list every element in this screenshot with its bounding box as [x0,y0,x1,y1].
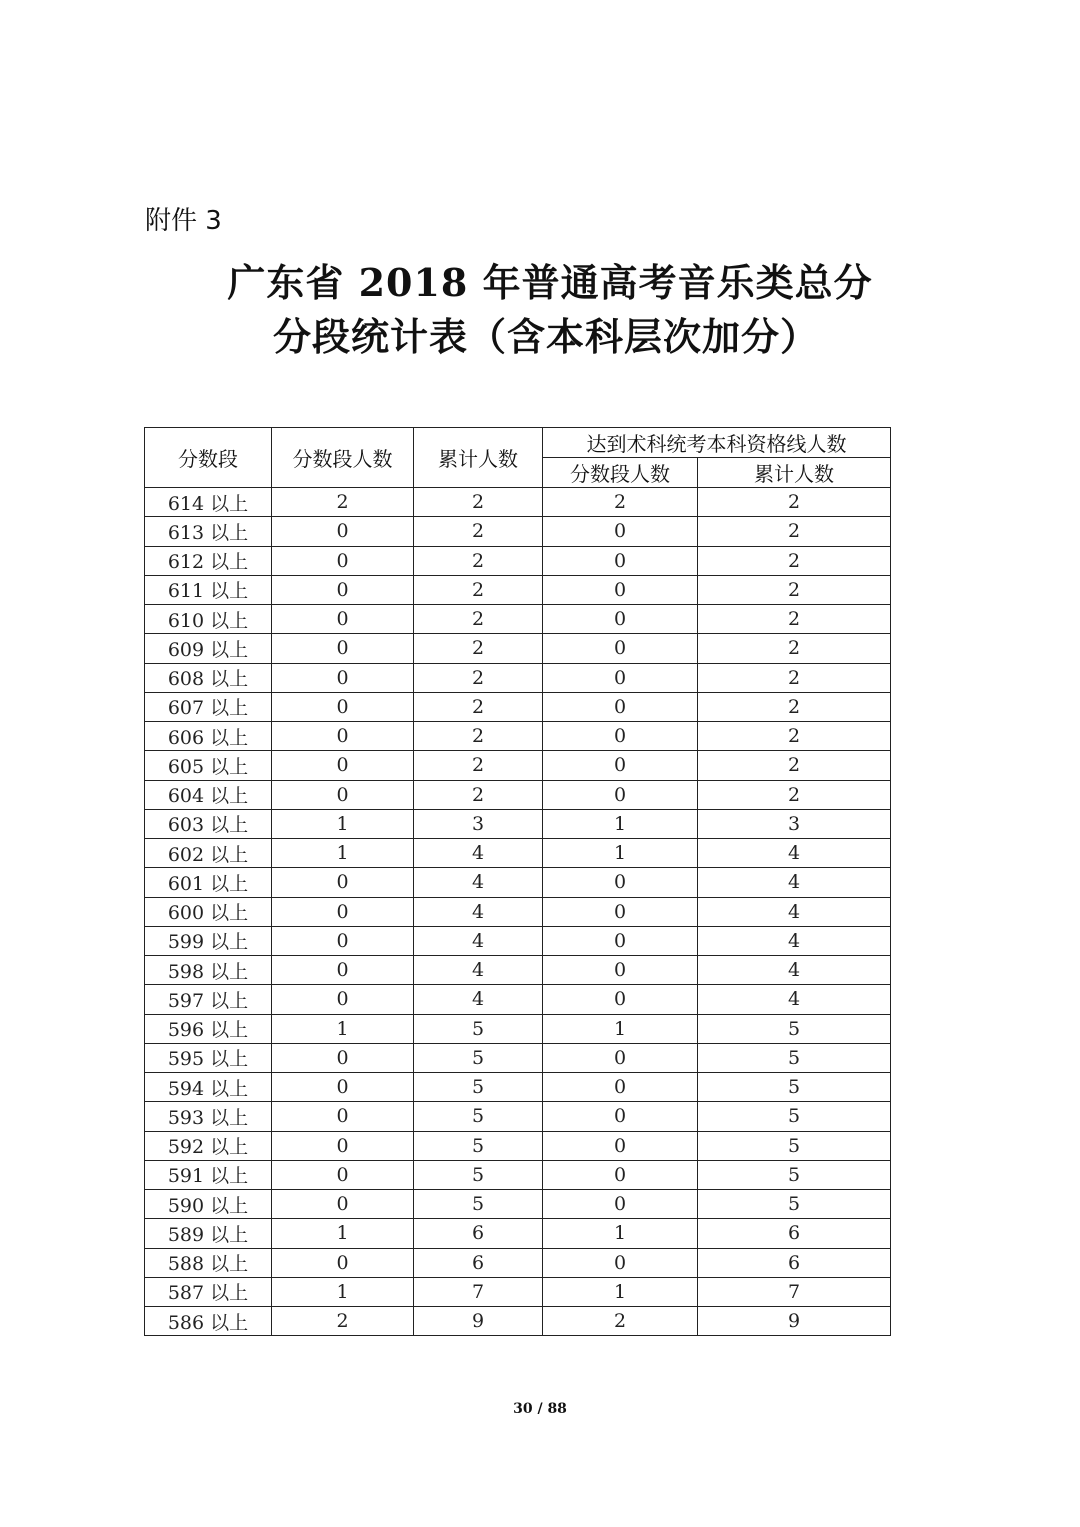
qualified-cumulative-cell: 2 [698,575,891,604]
qualified-cumulative-cell: 5 [698,1131,891,1160]
score-segment-cell: 609 以上 [145,634,272,663]
table-row [145,1043,891,1072]
cumulative-count-cell: 7 [414,1277,543,1306]
score-segment-cell: 587 以上 [145,1277,272,1306]
segment-count-cell: 1 [272,839,414,868]
qualified-cumulative-cell: 2 [698,663,891,692]
table-row [145,926,891,955]
qualified-segment-count-cell: 0 [543,780,698,809]
segment-count-cell: 0 [272,722,414,751]
cumulative-count-cell: 4 [414,985,543,1014]
qualified-cumulative-cell: 5 [698,1014,891,1043]
score-segment-cell: 605 以上 [145,751,272,780]
table-row [145,1073,891,1102]
table-row [145,1014,891,1043]
qualified-cumulative-cell: 5 [698,1102,891,1131]
segment-count-cell: 1 [272,809,414,838]
qualified-cumulative-cell: 2 [698,634,891,663]
score-segment-cell: 613 以上 [145,517,272,546]
table-row [145,1248,891,1277]
qualified-segment-count-cell: 0 [543,897,698,926]
qualified-cumulative-cell: 4 [698,926,891,955]
segment-count-cell: 0 [272,1190,414,1219]
segment-count-cell: 0 [272,575,414,604]
qualified-segment-count-cell: 0 [543,1102,698,1131]
cumulative-count-cell: 6 [414,1248,543,1277]
segment-count-cell: 1 [272,1219,414,1248]
segment-count-cell: 0 [272,605,414,634]
table-row [145,575,891,604]
score-segment-cell: 607 以上 [145,692,272,721]
score-segment-cell: 594 以上 [145,1073,272,1102]
cumulative-count-cell: 2 [414,780,543,809]
qualified-segment-count-cell: 0 [543,926,698,955]
cumulative-count-cell: 2 [414,546,543,575]
qualified-cumulative-cell: 2 [698,722,891,751]
cumulative-count-cell: 9 [414,1307,543,1336]
segment-count-cell: 0 [272,663,414,692]
score-segment-cell: 610 以上 [145,605,272,634]
score-segment-cell: 614 以上 [145,488,272,517]
qualified-cumulative-cell: 4 [698,839,891,868]
qualified-cumulative-cell: 2 [698,546,891,575]
cumulative-count-cell: 2 [414,692,543,721]
qualified-segment-count-cell: 0 [543,956,698,985]
table-row [145,1277,891,1306]
score-segment-cell: 597 以上 [145,985,272,1014]
segment-count-cell: 0 [272,1043,414,1072]
table-row [145,1102,891,1131]
cumulative-count-cell: 5 [414,1131,543,1160]
cumulative-count-cell: 2 [414,517,543,546]
qualified-cumulative-cell: 2 [698,517,891,546]
qualified-cumulative-cell: 2 [698,780,891,809]
document-title-line-2: 分段统计表（含本科层次加分） [272,314,819,359]
cumulative-count-cell: 2 [414,634,543,663]
score-segment-cell: 589 以上 [145,1219,272,1248]
score-segment-cell: 600 以上 [145,897,272,926]
cumulative-count-cell: 3 [414,809,543,838]
qualified-segment-count-cell: 0 [543,517,698,546]
table-row [145,985,891,1014]
segment-count-cell: 0 [272,956,414,985]
cumulative-count-cell: 5 [414,1043,543,1072]
page-number-footer [0,1401,1080,1417]
header-cumulative: 累计人数 [414,428,543,488]
segment-count-cell: 2 [272,488,414,517]
header-qualified-segment-count: 分数段人数 [543,458,698,488]
cumulative-count-cell: 5 [414,1102,543,1131]
score-segment-cell: 608 以上 [145,663,272,692]
table-row [145,1131,891,1160]
segment-count-cell: 0 [272,897,414,926]
qualified-segment-count-cell: 1 [543,1014,698,1043]
header-segment: 分数段 [145,428,272,488]
qualified-segment-count-cell: 1 [543,809,698,838]
qualified-segment-count-cell: 0 [543,575,698,604]
qualified-segment-count-cell: 0 [543,1160,698,1189]
score-segment-cell: 591 以上 [145,1160,272,1189]
qualified-cumulative-cell: 3 [698,809,891,838]
cumulative-count-cell: 4 [414,868,543,897]
table-body [145,488,891,1336]
segment-count-cell: 0 [272,634,414,663]
qualified-cumulative-cell: 9 [698,1307,891,1336]
segment-count-cell: 0 [272,546,414,575]
score-distribution-table [144,427,891,1336]
qualified-segment-count-cell: 1 [543,1277,698,1306]
table-row [145,692,891,721]
qualified-segment-count-cell: 1 [543,1219,698,1248]
qualified-segment-count-cell: 0 [543,692,698,721]
qualified-segment-count-cell: 1 [543,839,698,868]
segment-count-cell: 0 [272,1073,414,1102]
score-segment-cell: 588 以上 [145,1248,272,1277]
score-segment-cell: 611 以上 [145,575,272,604]
qualified-cumulative-cell: 2 [698,751,891,780]
qualified-segment-count-cell: 2 [543,488,698,517]
cumulative-count-cell: 2 [414,722,543,751]
table-row [145,751,891,780]
qualified-cumulative-cell: 7 [698,1277,891,1306]
qualified-segment-count-cell: 0 [543,751,698,780]
table-row [145,1190,891,1219]
qualified-cumulative-cell: 6 [698,1248,891,1277]
table-row [145,956,891,985]
table-row [145,722,891,751]
segment-count-cell: 0 [272,751,414,780]
header-qualified-cumulative: 累计人数 [698,458,891,488]
score-segment-cell: 586 以上 [145,1307,272,1336]
segment-count-cell: 0 [272,868,414,897]
score-segment-cell: 604 以上 [145,780,272,809]
qualified-segment-count-cell: 0 [543,546,698,575]
segment-count-cell: 0 [272,692,414,721]
cumulative-count-cell: 5 [414,1014,543,1043]
qualified-segment-count-cell: 0 [543,663,698,692]
score-segment-cell: 612 以上 [145,546,272,575]
cumulative-count-cell: 2 [414,605,543,634]
cumulative-count-cell: 4 [414,897,543,926]
document-title-line-1: 广东省 2018 年普通高考音乐类总分 [227,260,873,305]
table-row [145,517,891,546]
cumulative-count-cell: 5 [414,1160,543,1189]
cumulative-count-cell: 6 [414,1219,543,1248]
score-segment-cell: 599 以上 [145,926,272,955]
header-qualified-group: 达到术科统考本科资格线人数 [543,428,891,458]
qualified-segment-count-cell: 0 [543,1131,698,1160]
qualified-segment-count-cell: 0 [543,605,698,634]
table-row [145,546,891,575]
table-row [145,605,891,634]
table-row [145,780,891,809]
table-row [145,839,891,868]
qualified-cumulative-cell: 2 [698,605,891,634]
qualified-cumulative-cell: 5 [698,1043,891,1072]
score-segment-cell: 590 以上 [145,1190,272,1219]
cumulative-count-cell: 2 [414,488,543,517]
score-segment-cell: 602 以上 [145,839,272,868]
qualified-cumulative-cell: 4 [698,985,891,1014]
table-row [145,663,891,692]
total-page-count: 88 [547,1401,567,1417]
cumulative-count-cell: 2 [414,575,543,604]
segment-count-cell: 0 [272,517,414,546]
qualified-cumulative-cell: 4 [698,956,891,985]
score-segment-cell: 601 以上 [145,868,272,897]
cumulative-count-cell: 4 [414,926,543,955]
score-segment-cell: 593 以上 [145,1102,272,1131]
page-separator: / [537,1401,543,1417]
segment-count-cell: 1 [272,1014,414,1043]
header-segment-count: 分数段人数 [272,428,414,488]
attachment-label: 附件 3 [145,206,222,236]
table-row [145,809,891,838]
qualified-segment-count-cell: 0 [543,985,698,1014]
table-row [145,634,891,663]
score-segment-cell: 596 以上 [145,1014,272,1043]
segment-count-cell: 1 [272,1277,414,1306]
cumulative-count-cell: 2 [414,663,543,692]
qualified-segment-count-cell: 0 [543,722,698,751]
table-row [145,1219,891,1248]
qualified-cumulative-cell: 2 [698,692,891,721]
segment-count-cell: 0 [272,1131,414,1160]
cumulative-count-cell: 5 [414,1190,543,1219]
cumulative-count-cell: 2 [414,751,543,780]
qualified-cumulative-cell: 5 [698,1160,891,1189]
table-row [145,1160,891,1189]
qualified-segment-count-cell: 0 [543,1248,698,1277]
qualified-cumulative-cell: 5 [698,1073,891,1102]
segment-count-cell: 2 [272,1307,414,1336]
segment-count-cell: 0 [272,1248,414,1277]
cumulative-count-cell: 5 [414,1073,543,1102]
segment-count-cell: 0 [272,1102,414,1131]
cumulative-count-cell: 4 [414,839,543,868]
score-segment-cell: 598 以上 [145,956,272,985]
qualified-segment-count-cell: 0 [543,1190,698,1219]
qualified-segment-count-cell: 2 [543,1307,698,1336]
qualified-cumulative-cell: 6 [698,1219,891,1248]
current-page-number: 30 [513,1401,533,1417]
cumulative-count-cell: 4 [414,956,543,985]
qualified-segment-count-cell: 0 [543,634,698,663]
qualified-segment-count-cell: 0 [543,868,698,897]
qualified-cumulative-cell: 5 [698,1190,891,1219]
table-row [145,488,891,517]
table-row [145,897,891,926]
qualified-segment-count-cell: 0 [543,1073,698,1102]
score-segment-cell: 606 以上 [145,722,272,751]
qualified-cumulative-cell: 4 [698,868,891,897]
qualified-cumulative-cell: 2 [698,488,891,517]
segment-count-cell: 0 [272,1160,414,1189]
score-segment-cell: 595 以上 [145,1043,272,1072]
table-row [145,868,891,897]
qualified-segment-count-cell: 0 [543,1043,698,1072]
qualified-cumulative-cell: 4 [698,897,891,926]
segment-count-cell: 0 [272,780,414,809]
table-row [145,1307,891,1336]
segment-count-cell: 0 [272,926,414,955]
score-segment-cell: 592 以上 [145,1131,272,1160]
score-segment-cell: 603 以上 [145,809,272,838]
segment-count-cell: 0 [272,985,414,1014]
